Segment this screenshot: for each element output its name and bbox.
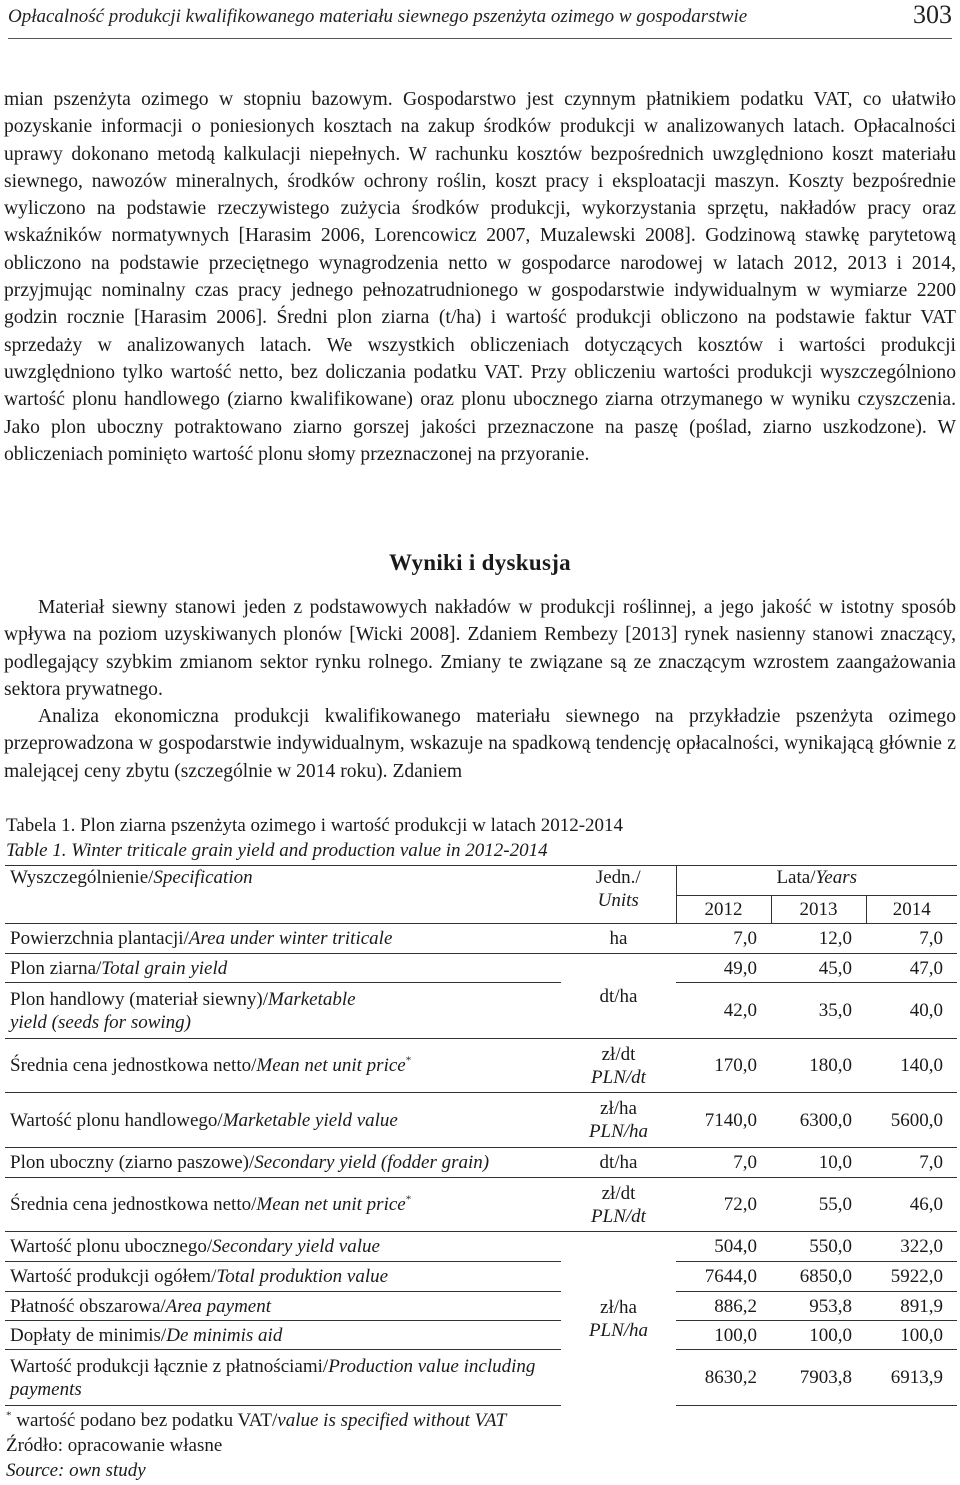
- value-cell: 6850,0: [771, 1262, 866, 1292]
- value-cell: 46,0: [866, 1178, 957, 1232]
- section-heading: Wyniki i dyskusja: [389, 550, 571, 575]
- running-title: Opłacalność produkcji kwalifikowanego materiału siewnego pszenżyta ozimego w gospodarstwie: [8, 6, 748, 27]
- table-row: [5, 1350, 957, 1406]
- value-cell: 7140,0: [676, 1093, 771, 1148]
- row-label: Wartość plonu ubocznego/Secondary yield value: [5, 1232, 561, 1262]
- table-row: [5, 1321, 957, 1350]
- value-cell: 170,0: [676, 1039, 771, 1093]
- value-cell: 100,0: [866, 1321, 957, 1350]
- table-row: [5, 1178, 957, 1232]
- header-years: Lata/Years: [676, 866, 957, 896]
- value-cell: 953,8: [771, 1292, 866, 1321]
- table-row: [5, 954, 957, 983]
- value-cell: 47,0: [866, 954, 957, 983]
- value-cell: 72,0: [676, 1178, 771, 1232]
- year-cell: 2013: [771, 896, 866, 924]
- value-cell: 891,9: [866, 1292, 957, 1321]
- value-cell: 550,0: [771, 1232, 866, 1262]
- row-label: Wartość plonu handlowego/Marketable yield value: [5, 1093, 561, 1148]
- table-row: [5, 983, 957, 1039]
- value-cell: 180,0: [771, 1039, 866, 1093]
- table-row: [5, 1148, 957, 1178]
- row-unit: ha: [561, 924, 676, 954]
- year-cell: 2014: [866, 896, 957, 924]
- header-specification: Wyszczególnienie/Specification: [5, 866, 561, 924]
- table-row: [5, 1093, 957, 1148]
- value-cell: 5922,0: [866, 1262, 957, 1292]
- row-unit: dt/ha: [561, 954, 676, 1039]
- results-text: [4, 594, 956, 785]
- row-label: Plon uboczny (ziarno paszowe)/Secondary yield (fodder grain): [5, 1148, 561, 1178]
- value-cell: 45,0: [771, 954, 866, 983]
- value-cell: 35,0: [771, 983, 866, 1039]
- value-cell: 40,0: [866, 983, 957, 1039]
- row-label: Wartość produkcji łącznie z płatnościami/Production value including payments: [5, 1350, 561, 1406]
- row-unit: zł/dt PLN/dt: [561, 1039, 676, 1093]
- year-cell: 2012: [676, 896, 771, 924]
- value-cell: 504,0: [676, 1232, 771, 1262]
- value-cell: 7,0: [866, 1148, 957, 1178]
- table-row: [5, 1039, 957, 1093]
- table-row: [5, 1262, 957, 1292]
- table-header-row: [5, 866, 957, 896]
- table-caption-en: Table 1. Winter triticale grain yield and production value in 2012-2014: [6, 840, 548, 861]
- row-label: Płatność obszarowa/Area payment: [5, 1292, 561, 1321]
- value-cell: 6913,9: [866, 1350, 957, 1406]
- value-cell: 55,0: [771, 1178, 866, 1232]
- row-unit: zł/ha PLN/ha: [561, 1093, 676, 1148]
- value-cell: 7,0: [676, 1148, 771, 1178]
- value-cell: 5600,0: [866, 1093, 957, 1148]
- source-en: Source: own study: [6, 1460, 146, 1481]
- value-cell: 7,0: [676, 924, 771, 954]
- paragraph: mian pszenżyta ozimego w stopniu bazowym. Gospodarstwo jest czynnym płatnikiem podatku VAT, co ułatwiło pozyskanie informacji o poniesionych kosztach na zakup środków produkcji w analizowanych latach. Opłacalności uprawy dokonano metodą kalkulacji niepełnych. W rachunku kosztów bezpośrednich uwzględniono koszt materiału siewnego, nawozów mineralnych, środków ochrony roślin, koszt pracy i eksploatacji maszyn. Koszty bezpośrednie wyliczono na podstawie rzeczywistego zużycia środków produkcji, wykorzystania sprzętu, nakładów pracy oraz wskaźników normatywnych [Harasim 2006, Lorencowicz 2007, Muzalewski 2008]. Godzinową stawkę parytetową obliczono na podstawie przeciętnego wynagrodzenia netto w gospodarce narodowej w latach 2012, 2013 i 2014, przyjmując nominalny czas pracy jednego pełnozatrudnionego w gospodarstwie indywidualnym w wymiarze 2200 godzin rocznie [Harasim 2006]. Średni plon ziarna (t/ha) i wartość produkcji obliczono na podstawie faktur VAT sprzedaży w analizowanych latach. We wszystkich obliczeniach dotyczących kosztów i wartości produkcji uwzględniono tylko wartość netto, bez doliczania podatku VAT. Przy obliczeniu wartości produkcji wyszczególniono wartość plonu handlowego (ziarno kwalifikowane) oraz plonu ubocznego ziarna otrzymanego w wyniku czyszczenia. Jako plon uboczny potraktowano ziarno gorszej jakości przeznaczone na paszę (poślad, ziarno uszkodzone). W obliczeniach pominięto wartość plonu słomy przeznaczonej na przyoranie.: [4, 89, 956, 465]
- value-cell: 7,0: [866, 924, 957, 954]
- page-number: 303: [913, 0, 952, 29]
- table-caption: [6, 813, 623, 863]
- data-table: [5, 865, 957, 1406]
- table-row: [5, 1292, 957, 1321]
- intro-text: [4, 86, 956, 468]
- row-label: Powierzchnia plantacji/Area under winter triticale: [5, 924, 561, 954]
- table-row: [5, 924, 957, 954]
- vat-footnote: * wartość podano bez podatku VAT/value is specified without VAT: [6, 1409, 507, 1431]
- row-label: Plon ziarna/Total grain yield: [5, 954, 561, 983]
- value-cell: 100,0: [676, 1321, 771, 1350]
- row-label: Średnia cena jednostkowa netto/Mean net unit price*: [5, 1039, 561, 1093]
- value-cell: 8630,2: [676, 1350, 771, 1406]
- row-unit: zł/ha PLN/ha: [561, 1232, 676, 1406]
- row-label: Dopłaty de minimis/De minimis aid: [5, 1321, 561, 1350]
- value-cell: 6300,0: [771, 1093, 866, 1148]
- table-notes: [6, 1408, 506, 1483]
- value-cell: 322,0: [866, 1232, 957, 1262]
- row-label: Wartość produkcji ogółem/Total produktion value: [5, 1262, 561, 1292]
- value-cell: 49,0: [676, 954, 771, 983]
- paragraph: Analiza ekonomiczna produkcji kwalifikowanego materiału siewnego na przykładzie pszenżyta ozimego przeprowadzona w gospodarstwie indywidualnym, wskazuje na spadkową tendencję opłacalności, wynikającą głównie z malejącej ceny zbytu (szczególnie w 2014 roku). Zdaniem: [4, 706, 956, 782]
- paragraph: Materiał siewny stanowi jeden z podstawowych nakładów w produkcji roślinnej, a jego jakość w istotny sposób wpływa na poziom uzyskiwanych plonów [Wicki 2008]. Zdaniem Rembezy [2013] rynek nasienny stanowi znaczący, podlegający szybkim zmianom sektor rynku rolnego. Zmiany te związane są ze znaczącym wzrostem zaangażowania sektora prywatnego.: [4, 597, 956, 700]
- row-unit: zł/dt PLN/dt: [561, 1178, 676, 1232]
- table-caption-pl: Tabela 1. Plon ziarna pszenżyta ozimego i wartość produkcji w latach 2012-2014: [6, 815, 624, 836]
- value-cell: 7903,8: [771, 1350, 866, 1406]
- row-label: Plon handlowy (materiał siewny)/Marketable yield (seeds for sowing): [5, 983, 561, 1039]
- value-cell: 7644,0: [676, 1262, 771, 1292]
- row-unit: dt/ha: [561, 1148, 676, 1178]
- running-header: [8, 0, 952, 39]
- value-cell: 140,0: [866, 1039, 957, 1093]
- header-unit: Jedn./ Units: [561, 866, 676, 924]
- row-label: Średnia cena jednostkowa netto/Mean net unit price*: [5, 1178, 561, 1232]
- value-cell: 100,0: [771, 1321, 866, 1350]
- source-pl: Źródło: opracowanie własne: [6, 1435, 223, 1456]
- value-cell: 12,0: [771, 924, 866, 954]
- value-cell: 42,0: [676, 983, 771, 1039]
- value-cell: 886,2: [676, 1292, 771, 1321]
- value-cell: 10,0: [771, 1148, 866, 1178]
- table-row: [5, 1232, 957, 1262]
